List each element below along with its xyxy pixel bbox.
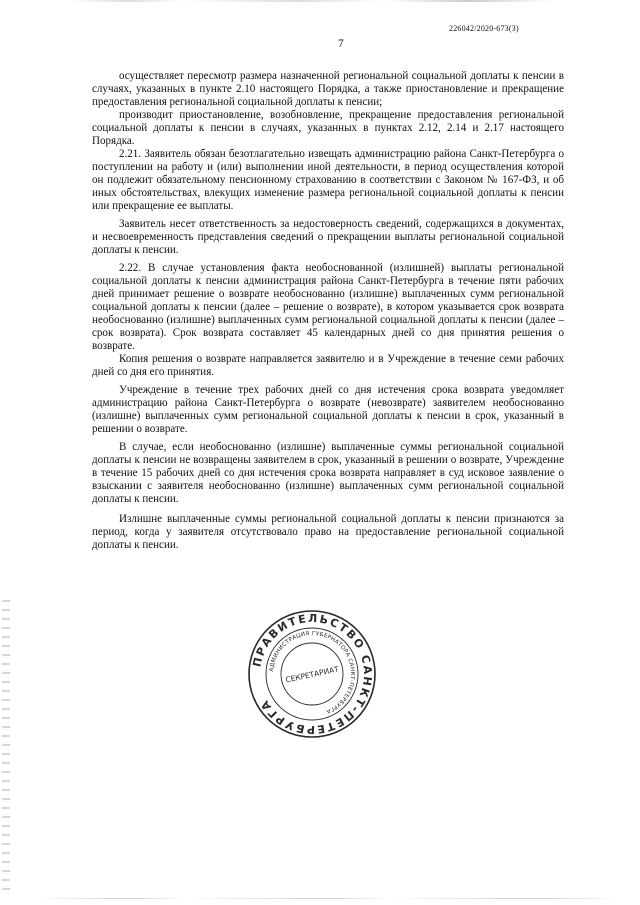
stamp-center-text: СЕКРЕТАРИАТ (284, 664, 340, 685)
paragraph: Копия решения о возврате направляется заявителю и в Учреждение в течение семи рабочих дней со дня его принятия. (92, 353, 564, 378)
scan-bottom-edge (40, 898, 620, 899)
paragraph: производит приостановление, возобновление, прекращение предоставления региональной социальной доплаты к пенсии в случаях, указанных в пунктах 2.12, 2.14 и 2.17 настоящего Порядка. (92, 109, 564, 147)
paragraph: 2.22. В случае установления факта необоснованной (излишней) выплаты региональной социальной доплаты к пенсии администрация района Санкт-Петербурга в течение пяти рабочих дней принимает решение о возврате необоснованно (излишне) выплаченных сумм региональной социальной доплаты к пенсии (далее – решение о возврате), в котором указывается срок возврата необоснованно (излишне) выплаченных сумм региональной социальной доплаты к пенсии (далее – срок возврата). Срок возврата составляет 45 календарных дней со дня принятия решения о возврате. (92, 262, 564, 352)
document-number: 226042/2020-673(3) (449, 24, 519, 33)
stamp-outer-text: ПРАВИТЕЛЬСТВО САНКТ-ПЕТЕРБУРГА (250, 611, 375, 737)
document-body (92, 70, 564, 552)
page-number: 7 (338, 38, 344, 50)
official-stamp (246, 608, 378, 740)
paragraph: Заявитель несет ответственность за недостоверность сведений, содержащихся в документах, и несвоевременность представления сведений о прекращении выплаты региональной социальной доплаты к пенсии. (92, 218, 564, 256)
scan-edge-marks (2, 600, 10, 895)
stamp-inner-text: АДМИНИСТРАЦИЯ ГУБЕРНАТОРА САНКТ-ПЕТЕРБУРГА (269, 630, 356, 715)
paragraph: осуществляет пересмотр размера назначенной региональной социальной доплаты к пенсии в случаях, указанных в пункте 2.10 настоящего Порядка, а также приостановление и прекращение предоставления региональной социальной доплаты к пенсии; (92, 70, 564, 108)
paragraph: В случае, если необоснованно (излишне) выплаченные суммы региональной социальной доплаты к пенсии не возвращены заявителем в срок, указанный в решении о возврате, Учреждение в течение 15 рабочих дней со дня истечения срока возврата направляет в суд исковое заявление о взыскании с заявителя необоснованно (излишне) выплаченных сумм региональной социальной доплаты к пенсии. (92, 441, 564, 505)
paragraph: Излишне выплаченные суммы региональной социальной доплаты к пенсии признаются за период, когда у заявителя отсутствовало право на предоставление региональной социальной доплаты к пенсии. (92, 513, 564, 551)
paragraph: Учреждение в течение трех рабочих дней со дня истечения срока возврата уведомляет администрацию района Санкт-Петербурга о возврате (невозврате) заявителем необоснованно (излишне) выплаченных сумм региональной социальной доплаты к пенсии в срок, указанный в решении о возврате. (92, 384, 564, 435)
scan-top-edge (70, 0, 640, 2)
paragraph: 2.21. Заявитель обязан безотлагательно извещать администрацию района Санкт-Петербурга о поступлении на работу и (или) выполнении иной деятельности, в период осуществления которой он подлежит обязательному пенсионному страхованию в соответствии с Законом № 167-ФЗ, и об иных обстоятельствах, влекущих изменение размера региональной социальной доплаты к пенсии или прекращение ее выплаты. (92, 148, 564, 212)
